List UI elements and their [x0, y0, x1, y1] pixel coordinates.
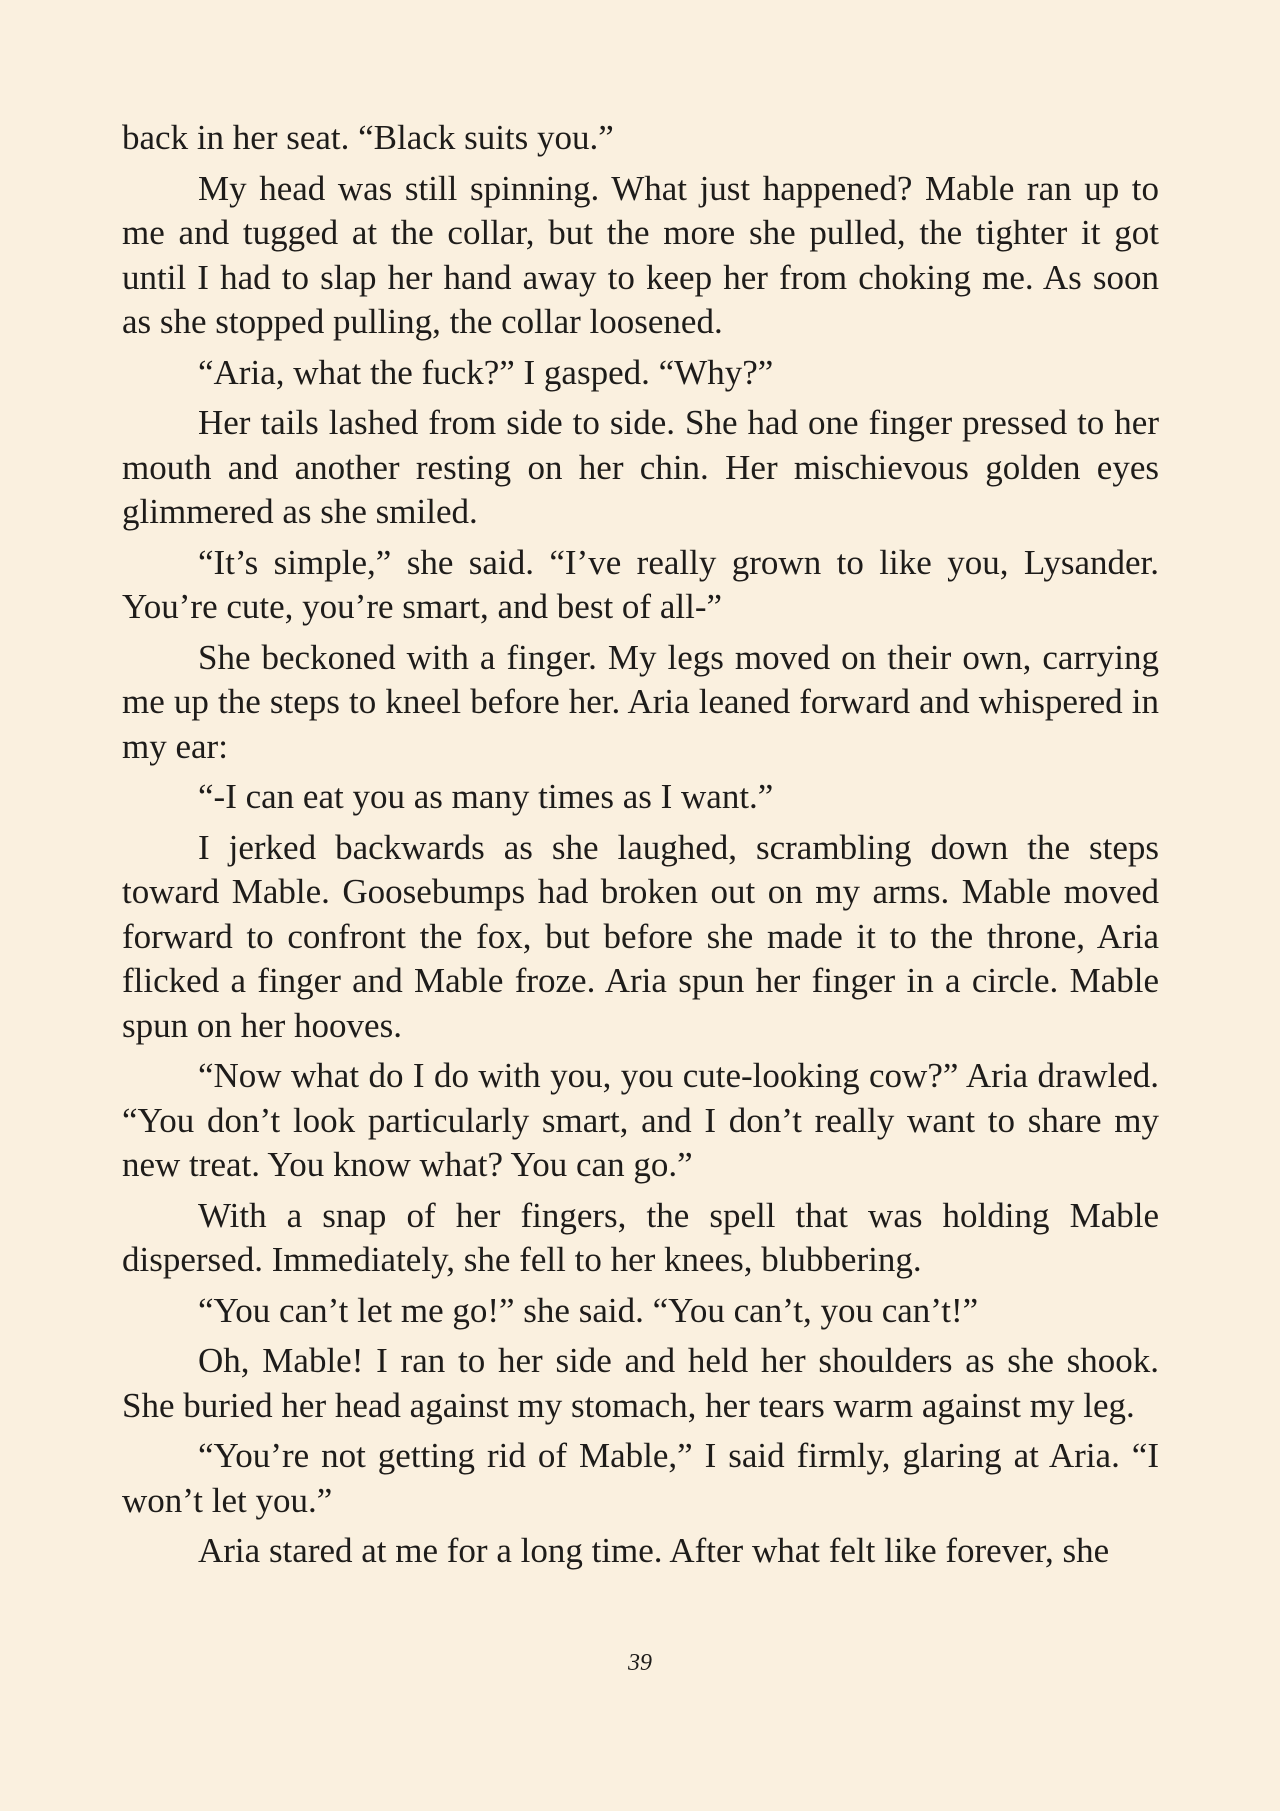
paragraph: “You can’t let me go!” she said. “You can’t, you can’t!” — [198, 1290, 979, 1330]
paragraph: Oh, Mable! I ran to her side and held her shoulders as she shook. She buried her head against my stomach, her tears warm against my leg. — [122, 1341, 1159, 1425]
paragraph: “-I can eat you as many times as I want.” — [198, 777, 774, 816]
paragraph: “It’s simple,” she said. “I’ve really grown to like you, Lysander. You’re cute, you’re smart, and best of all-” — [122, 542, 1159, 626]
page-number: 39 — [628, 1650, 652, 1676]
paragraph: She beckoned with a finger. My legs moved on their own, carrying me up the steps to kneel before her. Aria leaned forward and whispered in my ear: — [122, 637, 1159, 766]
paragraph: “You’re not getting rid of Mable,” I said firmly, glaring at Aria. “I won’t let you.” — [122, 1436, 1159, 1520]
paragraph: “Now what do I do with you, you cute-looking cow?” Aria drawled. “You don’t look particularly smart, and I don’t really want to share my new treat. You know what? You can go.” — [122, 1056, 1159, 1184]
body-text — [122, 116, 1159, 1580]
paragraph: “Aria, what the fuck?” I gasped. “Why?” — [198, 352, 774, 392]
paragraph: With a snap of her fingers, the spell that was holding Mable dispersed. Immediately, she fell to her knees, blubbering. — [122, 1195, 1159, 1279]
paragraph: back in her seat. “Black suits you.” — [122, 118, 614, 157]
paragraph: Aria stared at me for a long time. After what felt like forever, she — [198, 1531, 1110, 1570]
paragraph: I jerked backwards as she laughed, scrambling down the steps toward Mable. Goosebumps had broken out on my arms. Mable moved forward to confront the fox, but before she made it to the throne, Aria flicked a finger and Mable froze. Aria spun her finger in a circle. Mable spun on her hooves. — [122, 827, 1159, 1045]
paragraph: My head was still spinning. What just happened? Mable ran up to me and tugged at the collar, but the more she pulled, the tighter it got until I had to slap her hand away to keep her from choking me. As soon as she stopped pulling, the collar loosened. — [122, 168, 1159, 341]
paragraph: Her tails lashed from side to side. She had one finger pressed to her mouth and another resting on her chin. Her mischievous golden eyes glimmered as she smiled. — [122, 403, 1159, 531]
